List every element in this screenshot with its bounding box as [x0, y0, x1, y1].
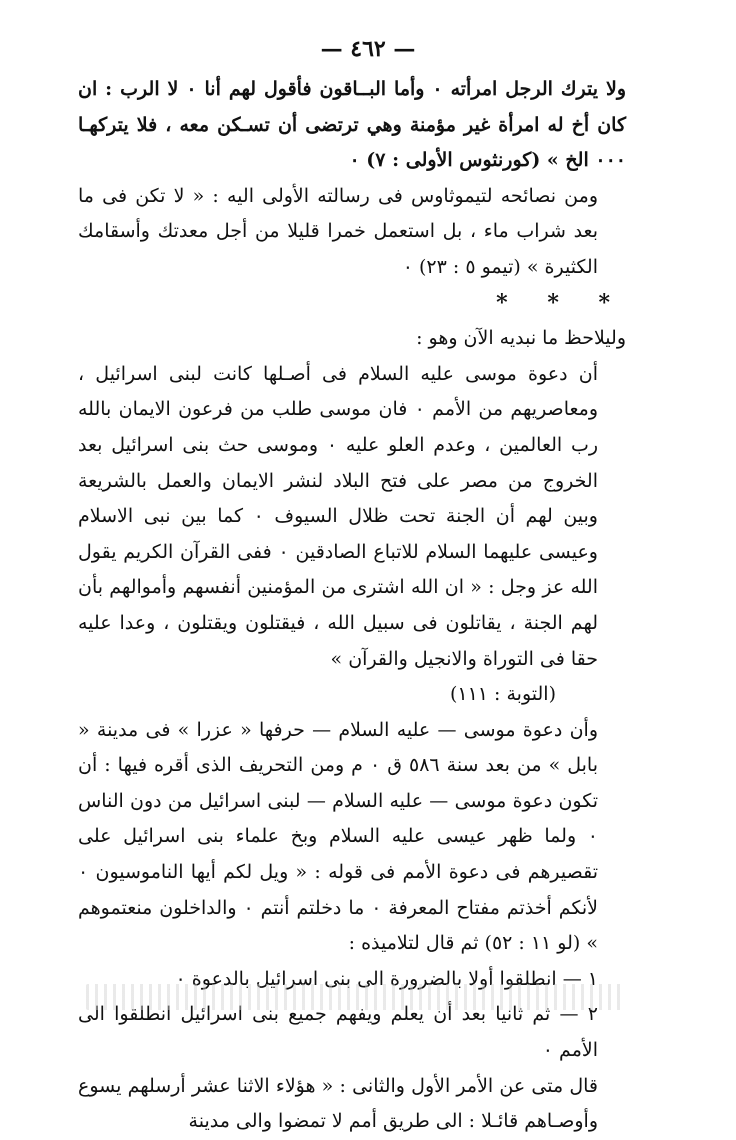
page-body [78, 72, 626, 1140]
paragraph-ezra-distortion: وأن دعوة موسى — عليه السلام — حرفها « عزرا » فى مدينة « بابل » من بعد سنة ٥٨٦ ق ٠ م ومن التحريف الذى أقره فيها : أن تكون دعوة موسى — عليه السلام — لبنى اسرائيل من دون الناس ٠ ولما ظهر عيسى عليه السلام وبخ علماء بنى اسرائيل على تقصيرهم فى دعوة الأمم فى قوله : « ويل لكم أيها الناموسيون ٠ لأنكم أخذتم مفتاح المعرفة ٠ ما دخلتم أنتم ٠ والداخلون منعتموهم » (لو ١١ : ٥٢) ثم قال لتلاميذه : [78, 718, 599, 955]
paragraph-timothy-advice: ومن نصائحه لتيموثاوس فى رسالته الأولى اليه : « لا تكن فى ما بعد شراب ماء ، بل استعمل خمرا قليلا من أجل معدتك وأسقامك الكثيرة » (تيمو ٥ : ٢٣) ٠ [78, 184, 598, 278]
list-item-second-command: ٢ — ثم ثانيا بعد أن يعلم ويفهم جميع بنى اسرائيل انطلقوا الى الأمم ٠ [78, 1003, 598, 1062]
quran-citation: (التوبة : ١١١) [449, 683, 556, 706]
faded-bottom-line [86, 984, 626, 1010]
paragraph-matthew-quote: قال متى عن الأمر الأول والثانى : « هؤلاء الاثنا عشر أرسلهم يسوع وأوصـاهم قائـلا : الى طريق أمم لا تمضوا والى مدينة [78, 1074, 598, 1133]
paragraph-note-intro: وليلاحظ ما نبديه الآن وهو : [416, 327, 626, 350]
list-item-first-command: ١ — انطلقوا أولا بالضرورة الى بنى اسرائيل بالدعوة ٠ [175, 967, 598, 990]
paragraph-moses-call: أن دعوة موسى عليه السلام فى أصـلها كانت لبنى اسرائيل ، ومعاصريهم من الأمم ٠ فان موسى طلب من فرعون الايمان بالله رب العالمين ، وعدم العلو عليه ٠ وموسى حث بنى اسرائيل بعد الخروج من مصر على فتح البلاد لنشر الايمان والعمل بالشريعة وبين لهم أن الجنة تحت ظلال السيوف ٠ كما بين نبى الاسلام وعيسى عليهما السلام للاتباع الصادقين ٠ ففى القرآن الكريم يقول الله عز وجل : « ان الله اشترى من المؤمنين أنفسهم وأموالهم بأن لهم الجنة ، يقاتلون فى سبيل الله ، فيقتلون ويقتلون ، وعدا عليه حقا فى التوراة والانجيل والقرآن » [78, 362, 599, 670]
section-separator-stars: * * * [496, 289, 626, 316]
paragraph-corinthians-quote: ولا يترك الرجل امرأته ٠ وأما البــاقون فأقول لهم أنا ٠ لا الرب : ان كان أخ له امرأة غير مؤمنة وهي ترتضى أن تسـكن معه ، فلا يتركهـا ٠٠٠ الخ » (كورنثوس الأولى : ٧) ٠ [78, 78, 626, 172]
page-number: — ٤٦٢ — [320, 36, 416, 62]
